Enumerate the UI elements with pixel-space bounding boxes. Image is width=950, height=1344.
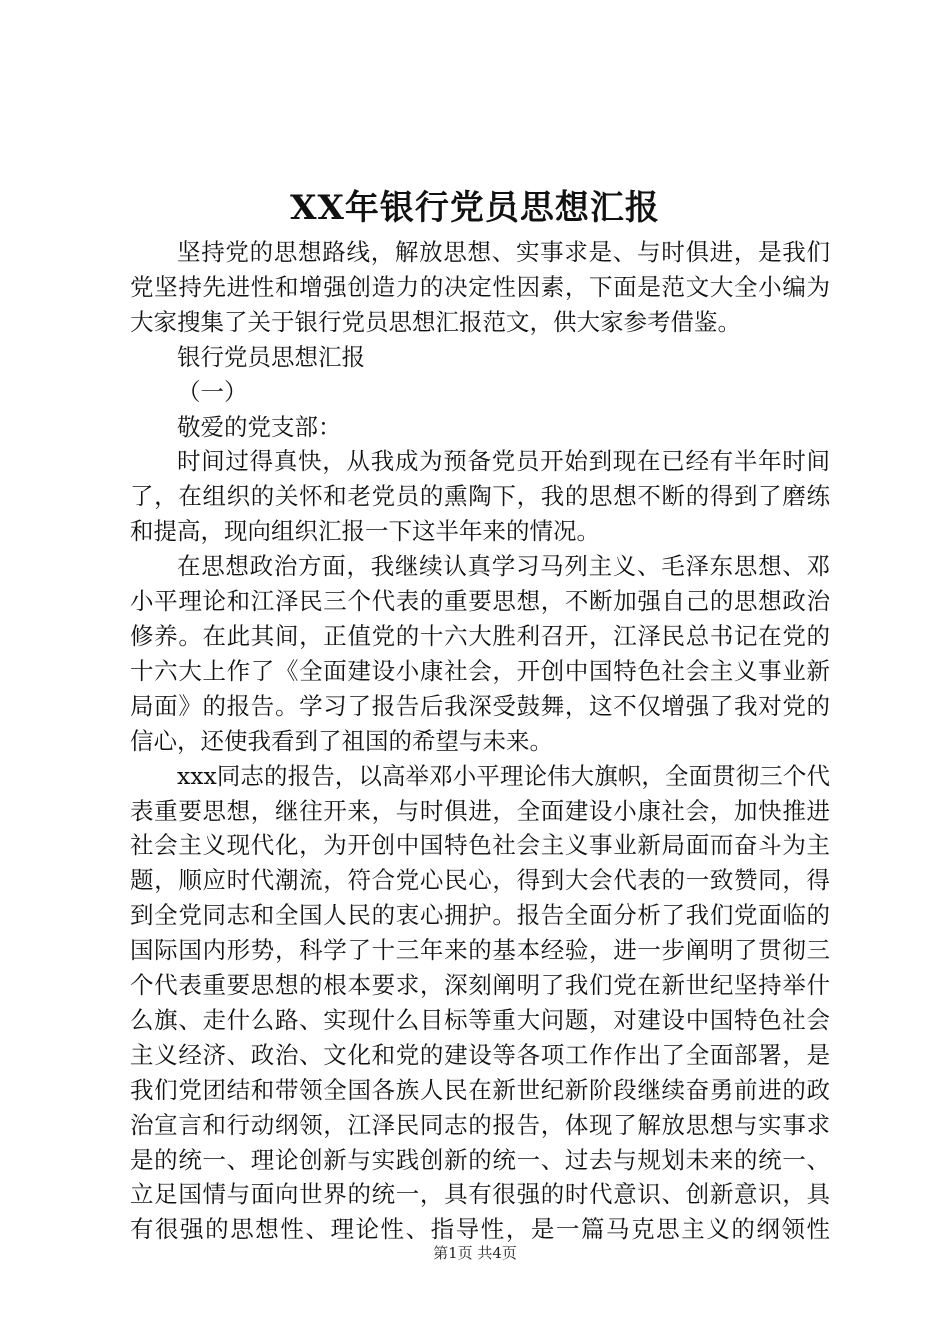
salutation: 敬爱的党支部：	[177, 412, 342, 441]
body-paragraph: 在思想政治方面，我继续认真学习马列主义、毛泽东思想、邓小平理论和江泽民三个代表的重要思想，不断加强自己的思想政治修养。在此其间，正值党的十六大胜利召开，江泽民总书记在党的十六大上作了《全面建设小康社会，开创中国特色社会主义事业新局面》的报告。学习了报告后我深受鼓舞，这不仅增强了我对党的信心，还使我看到了祖国的希望与未来。	[130, 552, 830, 755]
document-body	[130, 235, 830, 1247]
body-paragraph: 时间过得真快，从我成为预备党员开始到现在已经有半年时间了，在组织的关怀和老党员的熏陶下，我的思想不断的得到了磨练和提高，现向组织汇报一下这半年来的情况。	[130, 447, 830, 546]
page-number-footer: 第1页 共4页	[433, 1244, 517, 1262]
section-number: （一）	[177, 377, 248, 406]
section-heading: 银行党员思想汇报	[177, 342, 365, 371]
body-paragraph: xxx同志的报告，以高举邓小平理论伟大旗帜，全面贯彻三个代表重要思想，继往开来，与时俱进，全面建设小康社会，加快推进社会主义现代化，为开创中国特色社会主义事业新局面而奋斗为主题，顺应时代潮流，符合党心民心，得到大会代表的一致赞同，得到全党同志和全国人民的衷心拥护。报告全面分析了我们党面临的国际国内形势，科学了十三年来的基本经验，进一步阐明了贯彻三个代表重要思想的根本要求，深刻阐明了我们党在新世纪坚持举什么旗、走什么路、实现什么目标等重大问题，对建设中国特色社会主义经济、政治、文化和党的建设等各项工作作出了全面部署，是我们党团结和带领全国各族人民在新世纪新阶段继续奋勇前进的政治宣言和行动纲领，江泽民同志的报告，体现了解放思想与实事求是的统一、理论创新与实践创新的统一、过去与规划未来的统一、立足国情与面向世界的统一，具有很强的时代意识、创新意识，具有很强的思想性、理论性、指导性，是一篇马克思主义的纲领性	[130, 761, 830, 1244]
document-title: XX年银行党员思想汇报	[290, 188, 660, 228]
intro-paragraph: 坚持党的思想路线，解放思想、实事求是、与时俱进，是我们党坚持先进性和增强创造力的决定性因素，下面是范文大全小编为大家搜集了关于银行党员思想汇报范文，供大家参考借鉴。	[130, 238, 830, 336]
